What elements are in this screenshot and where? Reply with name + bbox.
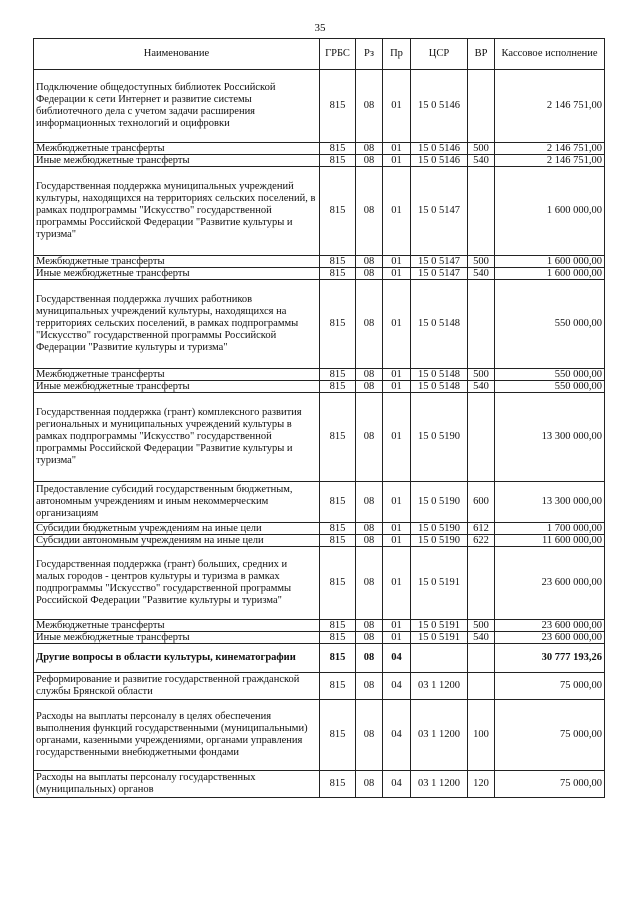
cell-grbs: 815 [320,369,356,381]
cell-csr: 03 1 1200 [411,700,468,771]
cell-amount: 2 146 751,00 [495,143,605,155]
cell-pr: 01 [383,547,411,620]
cell-csr: 03 1 1200 [411,771,468,798]
cell-pr: 01 [383,167,411,256]
cell-amount: 23 600 000,00 [495,620,605,632]
table-row [34,280,605,369]
table-row [34,143,605,155]
cell-amount: 75 000,00 [495,771,605,798]
cell-rz: 08 [356,482,383,523]
cell-grbs: 815 [320,535,356,547]
header-row [34,39,605,70]
cell-csr: 15 0 5146 [411,143,468,155]
cell-vr: 500 [468,256,495,268]
cell-pr: 01 [383,155,411,167]
cell-amount: 23 600 000,00 [495,632,605,644]
cell-grbs: 815 [320,256,356,268]
cell-rz: 08 [356,771,383,798]
cell-amount: 1 600 000,00 [495,256,605,268]
cell-vr [468,167,495,256]
cell-csr: 15 0 5146 [411,70,468,143]
cell-vr: 120 [468,771,495,798]
cell-name: Расходы на выплаты персоналу в целях обеспечения выполнения функций государственными (муниципальными) органами, казенными учреждениями, органами управления государственными внебюджетными фондами [34,700,320,771]
cell-rz: 08 [356,700,383,771]
cell-amount: 2 146 751,00 [495,70,605,143]
table-row [34,620,605,632]
cell-csr: 15 0 5147 [411,167,468,256]
cell-name: Государственная поддержка (грант) больших, средних и малых городов - центров культуры и туризма в рамках подпрограммы "Искусство" государственной программы Российской Федерации "Развитие культуры и туризма" [34,547,320,620]
cell-csr: 15 0 5148 [411,280,468,369]
cell-vr: 612 [468,523,495,535]
cell-csr: 15 0 5190 [411,535,468,547]
table-row [34,268,605,280]
cell-amount: 11 600 000,00 [495,535,605,547]
cell-pr: 01 [383,369,411,381]
cell-rz: 08 [356,632,383,644]
cell-rz: 08 [356,143,383,155]
cell-vr: 500 [468,620,495,632]
cell-pr: 01 [383,620,411,632]
cell-pr: 04 [383,673,411,700]
cell-rz: 08 [356,673,383,700]
cell-grbs: 815 [320,547,356,620]
cell-amount: 30 777 193,26 [495,644,605,673]
cell-amount: 1 600 000,00 [495,167,605,256]
cell-grbs: 815 [320,620,356,632]
cell-name: Другие вопросы в области культуры, кинематографии [34,644,320,673]
table-row [34,523,605,535]
cell-rz: 08 [356,167,383,256]
cell-pr: 01 [383,268,411,280]
cell-csr: 03 1 1200 [411,673,468,700]
cell-rz: 08 [356,268,383,280]
cell-pr: 01 [383,535,411,547]
cell-name: Иные межбюджетные трансферты [34,632,320,644]
cell-grbs: 815 [320,673,356,700]
cell-pr: 01 [383,256,411,268]
cell-name: Иные межбюджетные трансферты [34,381,320,393]
cell-csr: 15 0 5148 [411,381,468,393]
cell-rz: 08 [356,393,383,482]
cell-rz: 08 [356,547,383,620]
cell-vr [468,393,495,482]
cell-name: Иные межбюджетные трансферты [34,155,320,167]
cell-vr [468,547,495,620]
cell-grbs: 815 [320,771,356,798]
cell-grbs: 815 [320,155,356,167]
cell-vr: 500 [468,143,495,155]
table-body [34,70,605,798]
cell-name: Субсидии бюджетным учреждениям на иные цели [34,523,320,535]
cell-pr: 01 [383,523,411,535]
table-row [34,673,605,700]
cell-vr [468,280,495,369]
cell-name: Межбюджетные трансферты [34,143,320,155]
cell-csr: 15 0 5190 [411,482,468,523]
cell-amount: 2 146 751,00 [495,155,605,167]
cell-pr: 01 [383,143,411,155]
cell-grbs: 815 [320,167,356,256]
cell-name: Межбюджетные трансферты [34,620,320,632]
cell-pr: 01 [383,70,411,143]
cell-amount: 1 700 000,00 [495,523,605,535]
cell-vr [468,70,495,143]
cell-name: Межбюджетные трансферты [34,256,320,268]
cell-name: Расходы на выплаты персоналу государственных (муниципальных) органов [34,771,320,798]
cell-csr: 15 0 5190 [411,393,468,482]
header-csr: ЦСР [411,39,468,70]
cell-rz: 08 [356,369,383,381]
cell-rz: 08 [356,535,383,547]
cell-grbs: 815 [320,523,356,535]
cell-grbs: 815 [320,280,356,369]
cell-amount: 550 000,00 [495,381,605,393]
budget-table [33,38,605,798]
cell-csr [411,644,468,673]
table-row [34,256,605,268]
table-row [34,393,605,482]
cell-vr: 622 [468,535,495,547]
cell-pr: 01 [383,381,411,393]
cell-csr: 15 0 5191 [411,620,468,632]
cell-rz: 08 [356,70,383,143]
cell-amount: 1 600 000,00 [495,268,605,280]
cell-csr: 15 0 5147 [411,268,468,280]
table-row [34,369,605,381]
cell-name: Государственная поддержка муниципальных учреждений культуры, находящихся на территориях сельских поселений, в рамках подпрограммы "Искусство" государственной программы Российской Федерации "Развитие культуры и туризма" [34,167,320,256]
cell-name: Предоставление субсидий государственным бюджетным, автономным учреждениям и иным некоммерческим организациям [34,482,320,523]
cell-grbs: 815 [320,632,356,644]
cell-pr: 01 [383,632,411,644]
cell-amount: 23 600 000,00 [495,547,605,620]
cell-grbs: 815 [320,268,356,280]
cell-rz: 08 [356,644,383,673]
table-row [34,155,605,167]
cell-vr: 100 [468,700,495,771]
cell-pr: 04 [383,644,411,673]
cell-grbs: 815 [320,700,356,771]
cell-pr: 04 [383,771,411,798]
cell-grbs: 815 [320,482,356,523]
page-number: 35 [314,22,326,34]
header-pr: Пр [383,39,411,70]
cell-amount: 75 000,00 [495,673,605,700]
cell-name: Государственная поддержка лучших работников муниципальных учреждений культуры, находящихся на территориях сельских поселений, в рамках подпрограммы "Искусство" государственной программы Российской Федерации "Развитие культуры и туризма" [34,280,320,369]
cell-amount: 550 000,00 [495,280,605,369]
cell-vr: 600 [468,482,495,523]
header-name: Наименование [34,39,320,70]
cell-amount: 13 300 000,00 [495,393,605,482]
cell-name: Реформирование и развитие государственной гражданской службы Брянской области [34,673,320,700]
cell-grbs: 815 [320,70,356,143]
cell-rz: 08 [356,620,383,632]
cell-rz: 08 [356,523,383,535]
cell-amount: 75 000,00 [495,700,605,771]
table-row [34,535,605,547]
cell-name: Подключение общедоступных библиотек Российской Федерации к сети Интернет и развитие системы библиотечного дела с учетом задачи расширения информационных технологий и оцифровки [34,70,320,143]
header-rz: Рз [356,39,383,70]
header-grbs: ГРБС [320,39,356,70]
cell-grbs: 815 [320,393,356,482]
cell-vr [468,673,495,700]
cell-rz: 08 [356,381,383,393]
cell-vr: 500 [468,369,495,381]
cell-vr: 540 [468,381,495,393]
table-row [34,771,605,798]
cell-csr: 15 0 5191 [411,632,468,644]
header-amount: Кассовое исполнение [495,39,605,70]
cell-vr [468,644,495,673]
table-row [34,700,605,771]
cell-grbs: 815 [320,381,356,393]
header-vr: ВР [468,39,495,70]
cell-vr: 540 [468,268,495,280]
cell-amount: 550 000,00 [495,369,605,381]
table-row [34,167,605,256]
table-row [34,644,605,673]
cell-grbs: 815 [320,644,356,673]
cell-csr: 15 0 5146 [411,155,468,167]
cell-vr: 540 [468,155,495,167]
cell-rz: 08 [356,280,383,369]
cell-grbs: 815 [320,143,356,155]
table-row [34,381,605,393]
table-row [34,632,605,644]
cell-csr: 15 0 5147 [411,256,468,268]
cell-pr: 01 [383,393,411,482]
cell-csr: 15 0 5191 [411,547,468,620]
cell-rz: 08 [356,155,383,167]
cell-amount: 13 300 000,00 [495,482,605,523]
cell-pr: 04 [383,700,411,771]
cell-pr: 01 [383,280,411,369]
cell-csr: 15 0 5190 [411,523,468,535]
table-row [34,482,605,523]
cell-name: Субсидии автономным учреждениям на иные цели [34,535,320,547]
cell-rz: 08 [356,256,383,268]
cell-pr: 01 [383,482,411,523]
table-row [34,70,605,143]
cell-name: Иные межбюджетные трансферты [34,268,320,280]
cell-vr: 540 [468,632,495,644]
cell-name: Межбюджетные трансферты [34,369,320,381]
cell-name: Государственная поддержка (грант) комплексного развития региональных и муниципальных учреждений культуры в рамках подпрограммы "Искусство" государственной программы Российской Федерации "Развитие культуры и туризма" [34,393,320,482]
cell-csr: 15 0 5148 [411,369,468,381]
table-row [34,547,605,620]
